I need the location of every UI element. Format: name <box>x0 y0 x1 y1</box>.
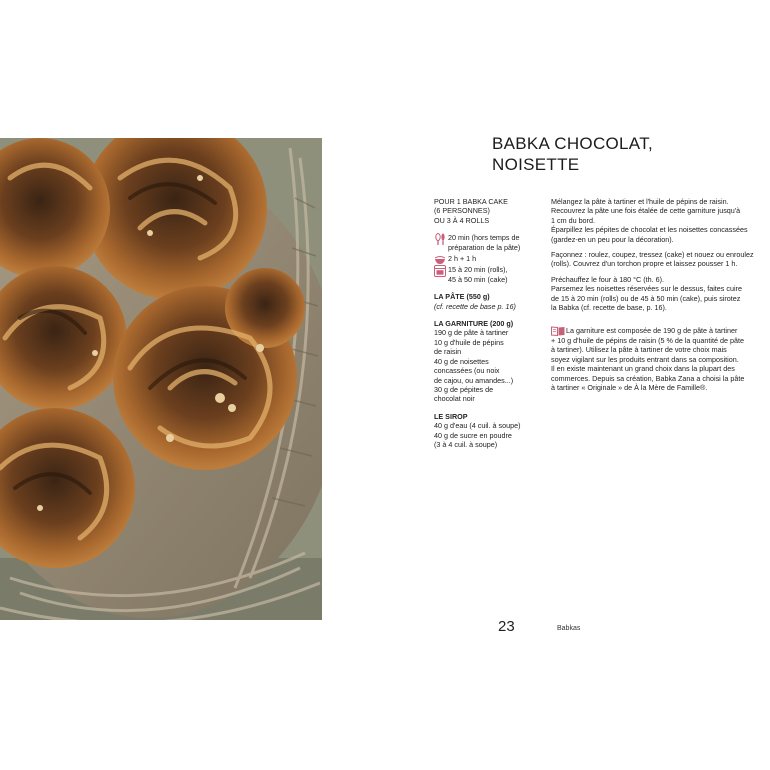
step-line: (gardez-en un peu pour la décoration). <box>551 234 674 244</box>
bake-line1: 15 à 20 min (rolls), <box>448 265 508 275</box>
prep-line2: préparation de la pâte) <box>448 242 521 252</box>
filling-line: de cajou, ou amandes...) <box>434 375 514 385</box>
step-line: la Babka (cf. recette de base, p. 16). <box>551 303 667 313</box>
ingredients-column <box>434 197 540 449</box>
tip-box <box>551 326 770 392</box>
tip-line: La garniture est composée de 190 g de pâte à tartiner <box>566 326 738 336</box>
method-column <box>551 197 770 392</box>
servings-line2: (6 PERSONNES) <box>434 206 490 216</box>
page-number: 23 <box>498 618 515 635</box>
tip-line: soyez vigilant sur les produits entrant dans sa composition. <box>551 354 739 364</box>
tip-line: à tartiner « Originale » de À la Mère de Famille®. <box>551 382 708 392</box>
prep-line1: 20 min (hors temps de <box>448 233 520 243</box>
recipe-title-line2: NOISETTE <box>492 155 580 174</box>
step-paragraph <box>551 197 770 244</box>
dough-heading: LA PÂTE (550 g) <box>434 292 490 302</box>
syrup-line: 40 g de sucre en poudre <box>434 430 512 440</box>
bake-time <box>434 265 540 284</box>
filling-line: 40 g de noisettes <box>434 356 489 366</box>
whisk-icon <box>434 233 446 245</box>
filling-line: 30 g de pépites de <box>434 384 494 394</box>
step-line: Mélangez la pâte à tartiner et l'huile de pépins de raisin. <box>551 197 729 206</box>
syrup-line: 40 g d'eau (4 cuil. à soupe) <box>434 421 521 431</box>
rest-text: 2 h + 1 h <box>448 254 477 264</box>
step-line: de 15 à 20 min (rolls) ou de 45 à 50 min (cake), puis sirotez <box>551 293 741 303</box>
filling-heading: LA GARNITURE (200 g) <box>434 319 514 329</box>
step-paragraph <box>551 275 770 313</box>
prep-time <box>434 233 540 252</box>
step-line: Préchauffez le four à 180 °C (th. 6). <box>551 274 665 284</box>
step-line: Recouvrez la pâte une fois étalée de cette garniture jusqu'à <box>551 206 741 216</box>
syrup-list <box>434 421 540 449</box>
section-label: Babkas <box>557 625 581 632</box>
step-line: Parsemez les noisettes réservées sur le dessus, faites cuire <box>551 284 742 294</box>
servings-line1: POUR 1 BABKA CAKE <box>434 197 508 206</box>
open-book-icon <box>551 326 565 336</box>
filling-list <box>434 328 540 403</box>
bake-line2: 45 à 50 min (cake) <box>448 274 508 284</box>
rest-time <box>434 254 540 263</box>
oven-icon <box>434 265 446 277</box>
recipe-title-line1: BABKA CHOCOLAT, <box>492 134 654 153</box>
babka-photo <box>0 138 322 620</box>
tip-line: Il en existe maintenant un grand choix dans la plupart des <box>551 364 735 374</box>
filling-line: 190 g de pâte à tartiner <box>434 328 509 338</box>
syrup-heading: LE SIROP <box>434 411 468 421</box>
step-paragraph <box>551 250 770 269</box>
dough-note: (cf. recette de base p. 16) <box>434 301 516 311</box>
servings-line3: OU 3 À 4 ROLLS <box>434 215 490 225</box>
step-line: Façonnez : roulez, coupez, tressez (cake) et nouez ou enroulez <box>551 250 754 260</box>
filling-line: chocolat noir <box>434 394 475 404</box>
babka-illustration <box>0 138 322 620</box>
filling-line: concassées (ou noix <box>434 366 500 376</box>
step-line: (rolls). Couvrez d'un torchon propre et laissez pousser 1 h. <box>551 259 738 269</box>
syrup-line: (3 à 4 cuil. à soupe) <box>434 439 498 449</box>
proofing-bowl-icon <box>434 254 446 266</box>
filling-line: 10 g d'huile de pépins <box>434 337 504 347</box>
tip-line: commerces. Depuis sa création, Babka Zana a choisi la pâte <box>551 373 745 383</box>
tip-line: à tartiner). Utilisez la pâte à tartiner de votre choix mais <box>551 345 727 355</box>
step-line: Éparpillez les pépites de chocolat et les noisettes concassées <box>551 225 748 235</box>
step-line: 1 cm du bord. <box>551 215 595 225</box>
timing-block <box>434 233 540 284</box>
tip-line: + 10 g d'huile de pépins de raisin (5 % de la quantité de pâte <box>551 335 744 345</box>
servings <box>434 197 540 225</box>
recipe-title <box>492 133 762 175</box>
filling-line: de raisin <box>434 347 462 357</box>
